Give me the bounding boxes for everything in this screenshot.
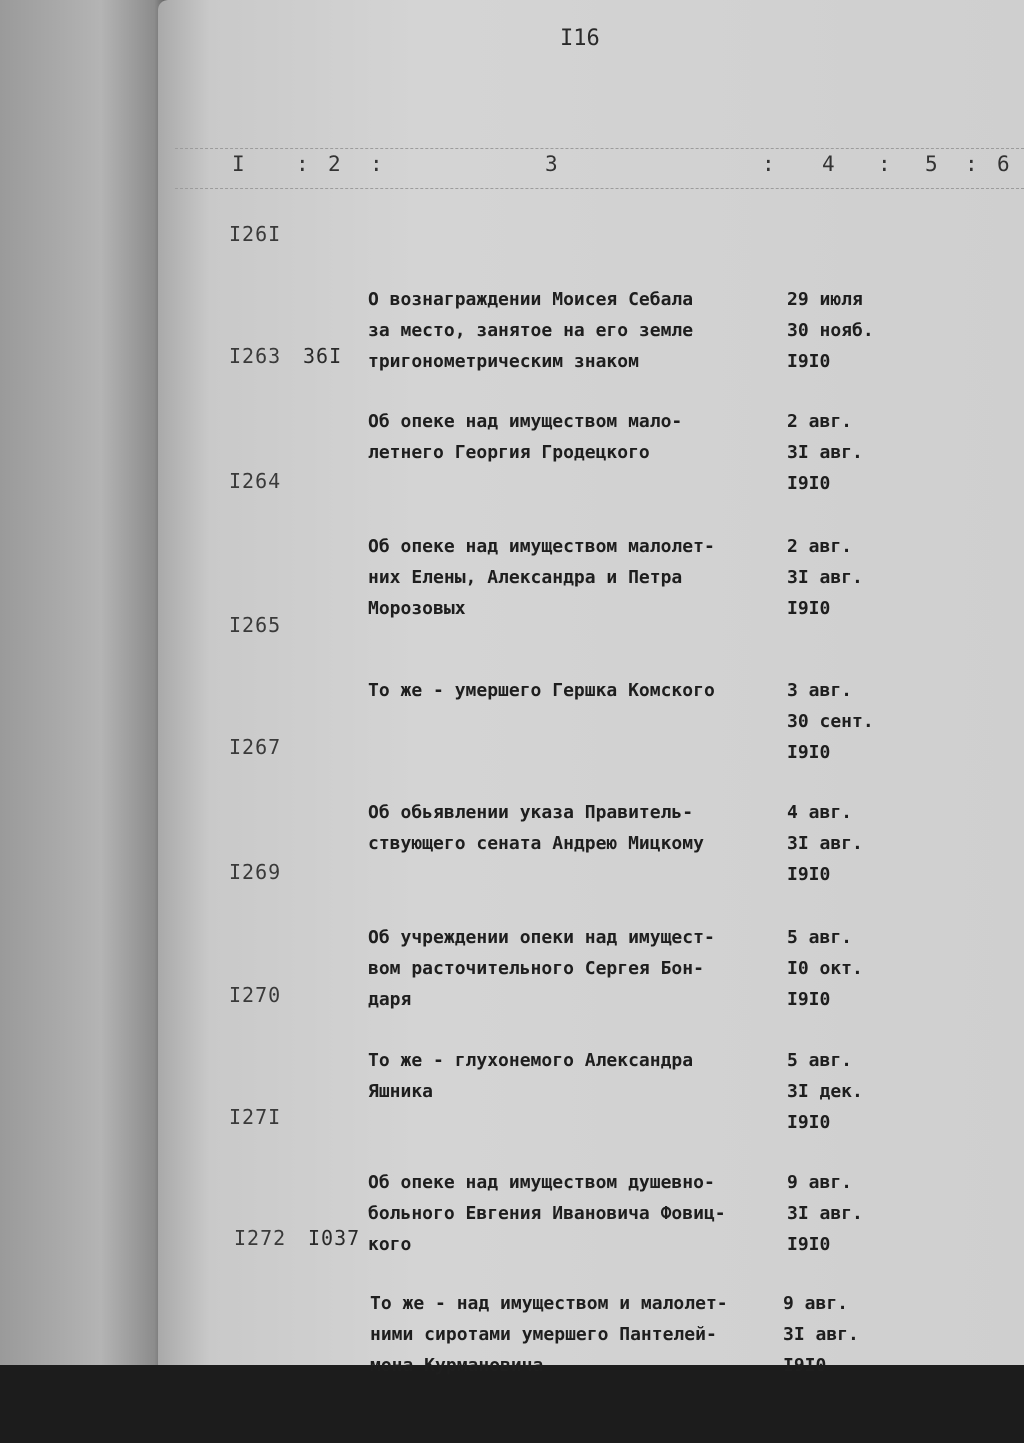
case-description: Об учреждении опеки над имущест- вом расточительного Сергея Бон- даря [368,927,715,1010]
column-separator: : [878,152,891,176]
case-dates: 2 авг. 3I авг. I9I0 [787,411,863,494]
left-page-edge [0,0,168,1365]
case-dates: 5 авг. I0 окт. I9I0 [787,927,863,1010]
case-description: То же - над имуществом и малолет- ними сиротами умершего Пантелей- мона Курмановича [370,1293,728,1376]
case-description: Об опеке над имуществом малолет- них Елены, Александра и Петра Морозовых [368,536,715,619]
column-separator: : [296,152,309,176]
column-header-5: 5 [925,152,938,176]
case-dates: 5 авг. 3I дек. I9I0 [787,1050,863,1133]
column-separator: : [762,152,775,176]
case-number: I265 [229,613,282,637]
case-dates: 9 авг. 3I авг. I9I0 [783,1293,859,1376]
column-separator: : [965,152,978,176]
case-number: I270 [229,983,282,1007]
header-top-rule [175,148,1024,149]
case-number: I269 [229,860,282,884]
secondary-number: I037 [308,1226,361,1250]
column-header-2: 2 [328,152,341,176]
case-number: I272 [234,1226,287,1250]
case-dates: 3 авг. 30 сент. I9I0 [787,680,874,763]
case-description: Об опеке над имуществом мало- летнего Георгия Гродецкого [368,411,683,463]
case-number: I264 [229,469,282,493]
case-description: Об обьявлении указа Правитель- ствующего сената Андрею Мицкому [368,802,704,854]
case-description: О вознаграждении Моисея Себала за место, занятое на его земле тригонометрическим знаком [368,289,694,372]
column-header-3: 3 [545,152,558,176]
case-number: I263 [229,344,282,368]
case-dates: 2 авг. 3I авг. I9I0 [787,536,863,619]
column-separator: : [370,152,383,176]
case-dates: 4 авг. 3I авг. I9I0 [787,802,863,885]
column-header-6: 6 [997,152,1010,176]
column-header-4: 4 [822,152,835,176]
column-header-1: I [232,152,245,176]
case-dates: 9 авг. 3I авг. I9I0 [787,1172,863,1255]
secondary-number: 36I [303,344,343,368]
page-number: I16 [560,26,600,51]
case-description: То же - глухонемого Александра Яшника [368,1050,694,1102]
case-description: Об опеке над имуществом душевно- больного Евгения Ивановича Фовиц- кого [368,1172,726,1255]
case-description: То же - умершего Гершка Комского [368,680,715,701]
case-number: I267 [229,735,282,759]
case-number: I26I [229,222,282,246]
header-bottom-rule [175,188,1024,189]
case-number: I27I [229,1105,282,1129]
case-dates: 29 июля 30 нояб. I9I0 [787,289,874,372]
